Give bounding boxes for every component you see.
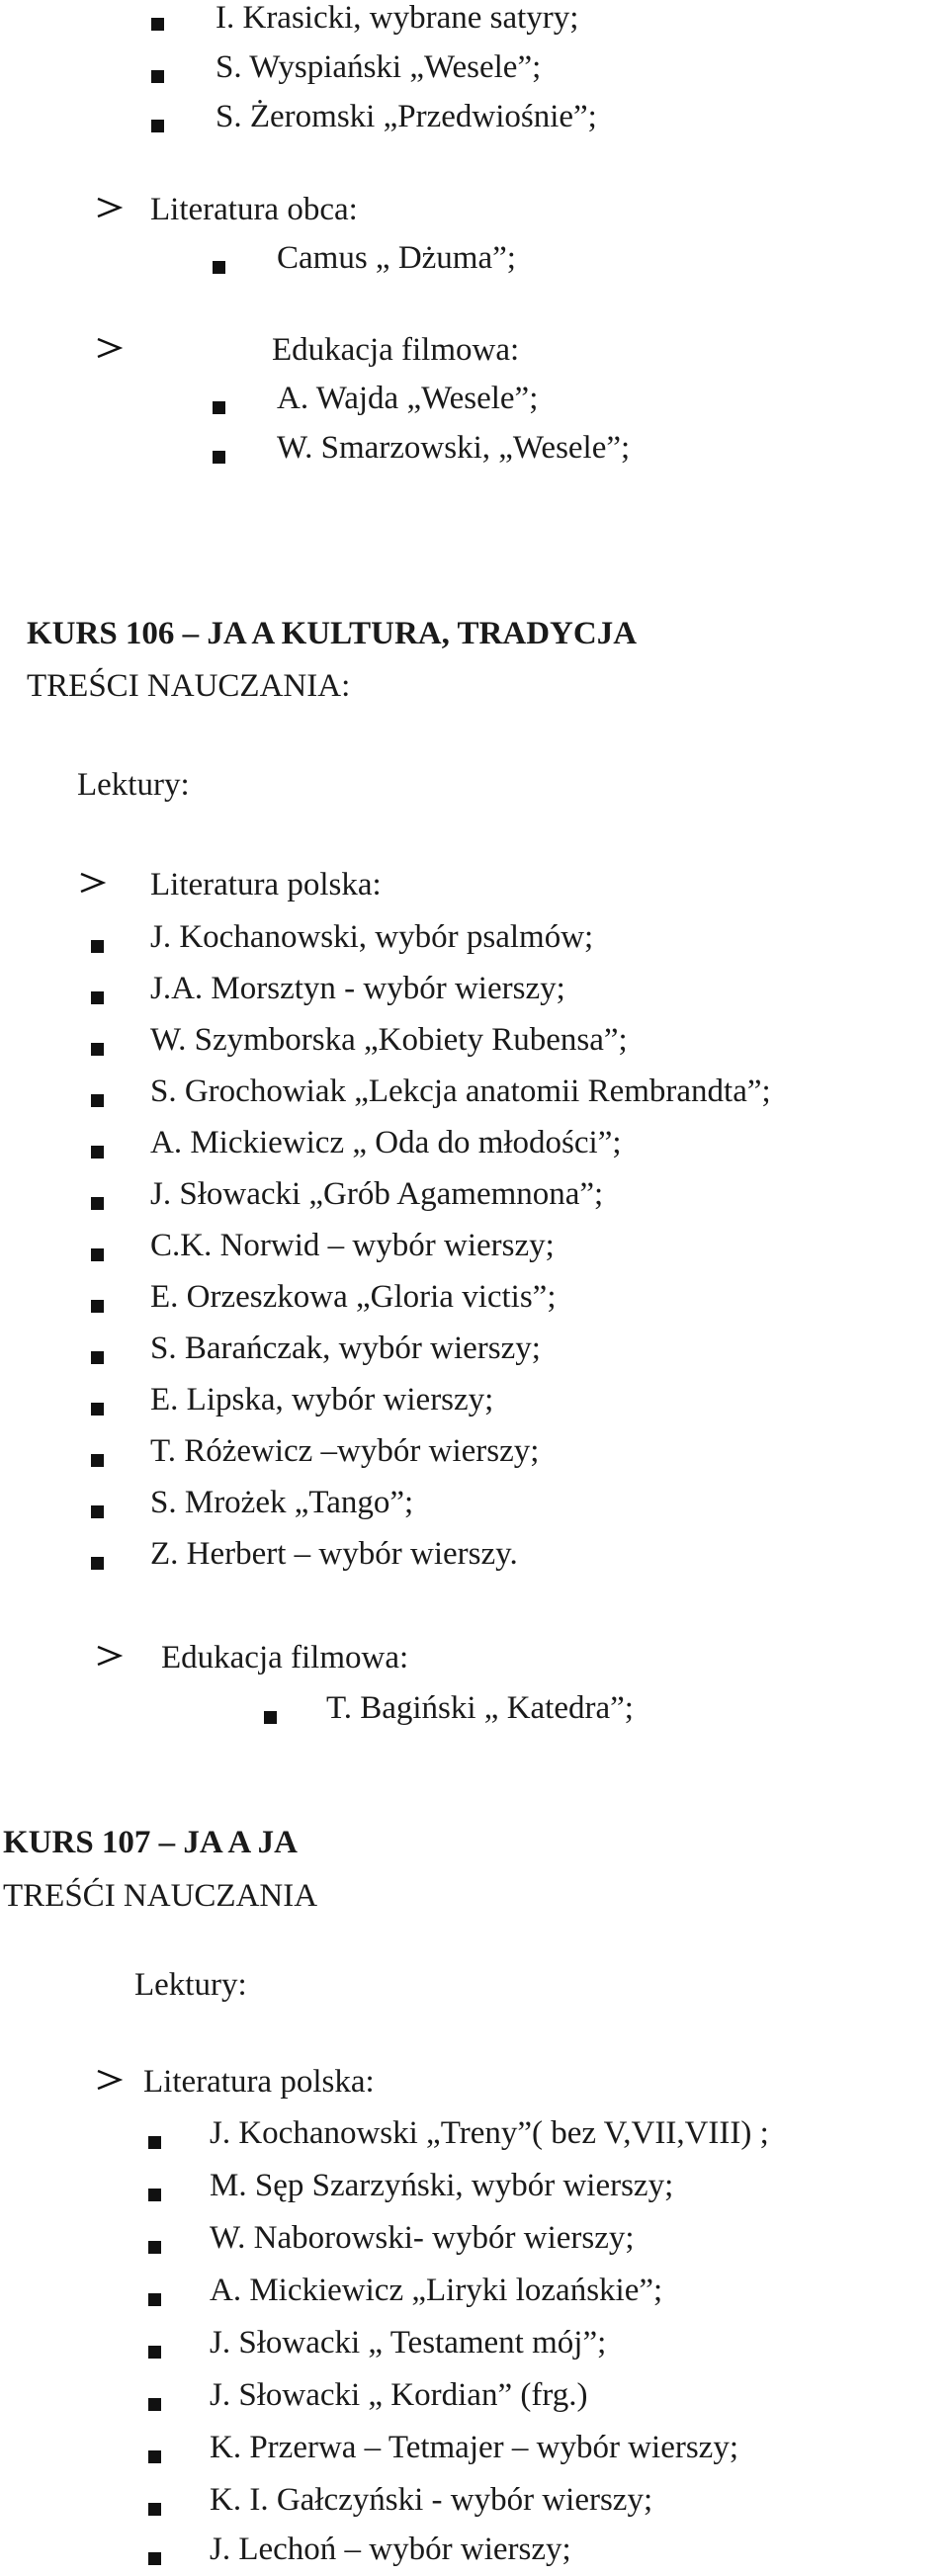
bullet-icon [91, 1492, 104, 1529]
section-heading: Literatura polska: [150, 867, 382, 902]
bullet-icon [91, 1132, 104, 1169]
section-heading: Literatura obca: [150, 192, 358, 227]
bullet-icon [91, 1183, 104, 1221]
bullet-icon [151, 106, 164, 143]
bullet-icon [91, 926, 104, 964]
bullet-icon [151, 4, 164, 42]
list-item: M. Sęp Szarzyński, wybór wierszy; [210, 2168, 674, 2203]
bullet-icon [91, 1286, 104, 1324]
list-item: J. Słowacki „ Kordian” (frg.) [210, 2377, 588, 2413]
arrow-bullet-icon [78, 872, 106, 894]
list-item: W. Naborowski- wybór wierszy; [210, 2220, 635, 2256]
list-item: A. Mickiewicz „Liryki lozańskie”; [210, 2273, 663, 2308]
course-title: KURS 106 – JA A KULTURA, TRADYCJA [27, 616, 638, 651]
list-item: S. Mrożek „Tango”; [150, 1485, 414, 1520]
bullet-icon [91, 1080, 104, 1118]
bullet-icon [91, 1337, 104, 1375]
list-item: A. Wajda „Wesele”; [277, 381, 539, 416]
bullet-icon [91, 1029, 104, 1067]
bullet-icon [264, 1697, 277, 1735]
bullet-icon [148, 2175, 161, 2212]
section-heading: Edukacja filmowa: [272, 332, 520, 368]
lektury-label: Lektury: [134, 1967, 247, 2003]
bullet-icon [213, 437, 225, 474]
bullet-icon [91, 978, 104, 1015]
section-heading: Literatura polska: [143, 2064, 375, 2100]
list-item: S. Barańczak, wybór wierszy; [150, 1331, 541, 1366]
arrow-bullet-icon [95, 2069, 123, 2091]
bullet-icon [213, 247, 225, 285]
bullet-icon [151, 56, 164, 94]
list-item: Camus „ Dżuma”; [277, 240, 516, 276]
bullet-icon [213, 387, 225, 425]
list-item: E. Orzeszkowa „Gloria victis”; [150, 1279, 557, 1315]
section-heading: Edukacja filmowa: [161, 1640, 409, 1675]
bullet-icon [148, 2384, 161, 2422]
bullet-icon [148, 2437, 161, 2474]
course-subtitle: TREŚĆI NAUCZANIA [3, 1878, 318, 1914]
list-item: C.K. Norwid – wybór wierszy; [150, 1228, 555, 1263]
bullet-icon [91, 1440, 104, 1478]
bullet-icon [91, 1235, 104, 1272]
list-item: K. I. Gałczyński - wybór wierszy; [210, 2482, 653, 2518]
course-subtitle: TREŚCI NAUCZANIA: [27, 668, 351, 704]
list-item: J. Kochanowski, wybór psalmów; [150, 919, 594, 955]
bullet-icon [91, 1389, 104, 1426]
bullet-icon [91, 1543, 104, 1581]
list-item: T. Bagiński „ Katedra”; [326, 1690, 634, 1726]
list-item: J. Słowacki „ Testament mój”; [210, 2325, 607, 2361]
list-item: W. Smarzowski, „Wesele”; [277, 430, 631, 466]
list-item: S. Żeromski „Przedwiośnie”; [216, 99, 597, 134]
list-item: E. Lipska, wybór wierszy; [150, 1382, 494, 1417]
list-item: T. Różewicz –wybór wierszy; [150, 1433, 540, 1469]
list-item: S. Wyspiański „Wesele”; [216, 49, 542, 85]
bullet-icon [148, 2332, 161, 2369]
list-item: J. Lechoń – wybór wierszy; [210, 2532, 571, 2567]
list-item: I. Krasicki, wybrane satyry; [216, 0, 579, 36]
arrow-bullet-icon [95, 197, 123, 218]
list-item: W. Szymborska „Kobiety Rubensa”; [150, 1022, 628, 1058]
list-item: A. Mickiewicz „ Oda do młodości”; [150, 1125, 622, 1160]
list-item: Z. Herbert – wybór wierszy. [150, 1536, 518, 1572]
arrow-bullet-icon [95, 337, 123, 359]
list-item: J. Kochanowski „Treny”( bez V,VII,VIII) ; [210, 2115, 769, 2151]
list-item: J.A. Morsztyn - wybór wierszy; [150, 971, 565, 1006]
bullet-icon [148, 2279, 161, 2317]
list-item: J. Słowacki „Grób Agamemnona”; [150, 1176, 604, 1212]
course-title: KURS 107 – JA A JA [3, 1825, 298, 1860]
arrow-bullet-icon [95, 1645, 123, 1667]
list-item: K. Przerwa – Tetmajer – wybór wierszy; [210, 2430, 738, 2465]
list-item: S. Grochowiak „Lekcja anatomii Rembrandta”; [150, 1073, 771, 1109]
lektury-label: Lektury: [77, 767, 190, 803]
bullet-icon [148, 2489, 161, 2527]
bullet-icon [148, 2122, 161, 2160]
bullet-icon [148, 2227, 161, 2265]
